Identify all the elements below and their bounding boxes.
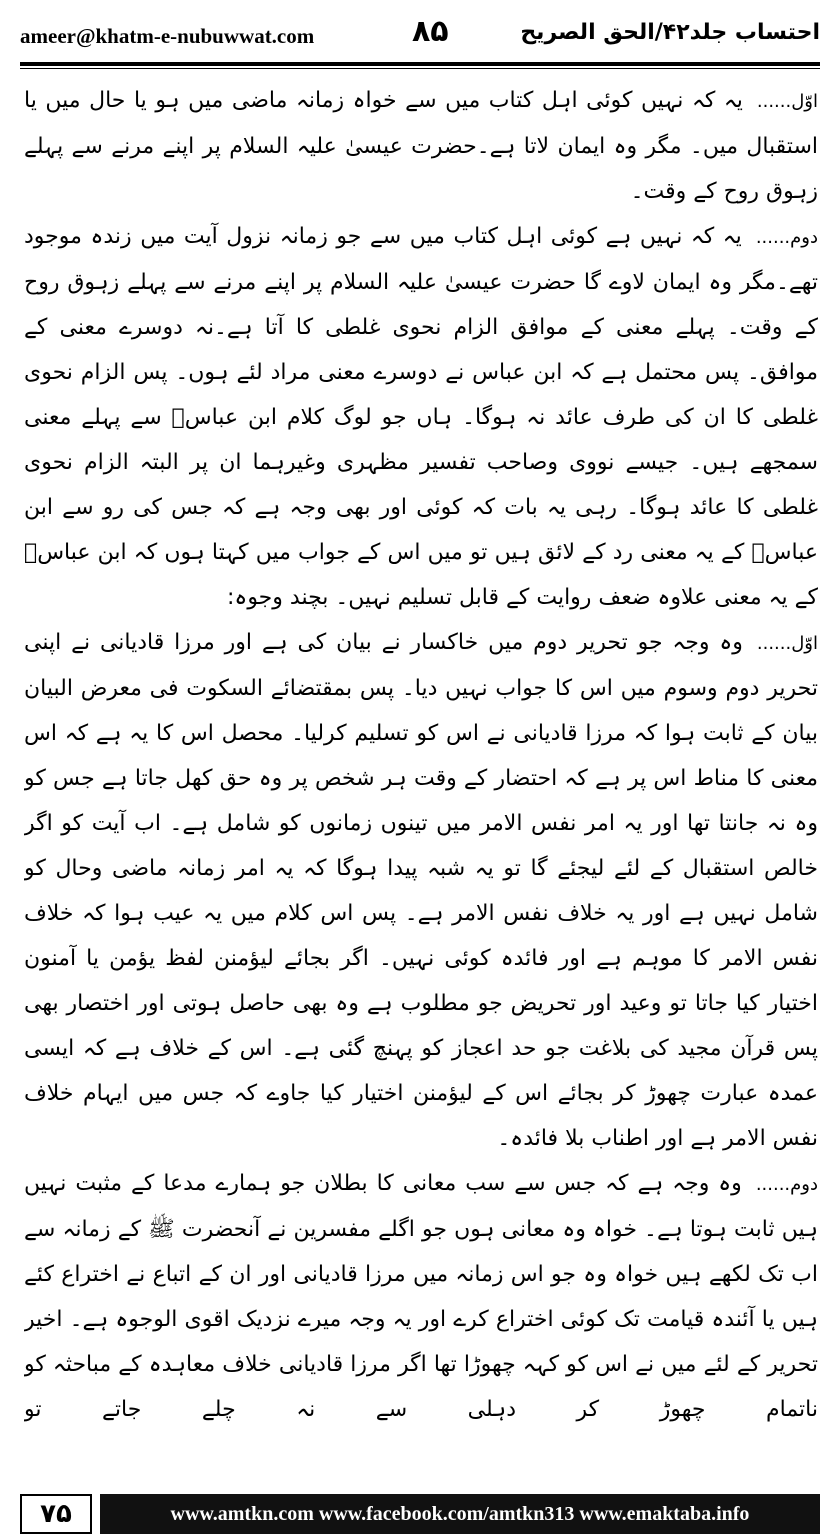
paragraph-2-text: یہ کہ نہیں ہے کوئی اہل کتاب میں سے جو زمانہ نزول آیت میں زندہ موجود تھے۔مگر وہ ایمان لاوے گا حضرت عیسیٰ علیہ السلام پر اپنے مرنے سے پہلے زہوق روح کے وقت۔ پہلے معنی کے موافق الزام نحوی غلطی کا آتا ہے۔نہ دوسرے معنی کے موافق۔ پس محتمل ہے کہ ابن عباس نے دوسرے معنی مراد لئے ہوں۔ پس الزام نحوی غلطی کا ان کی طرف عائد نہ ہوگا۔ ہاں جو لوگ کلام ابن عباسؓ سے پہلے معنی سمجھے ہیں۔ جیسے نووی وصاحب تفسیر مظہری وغیرہما ان پر البتہ الزام نحوی غلطی کا عائد ہوگا۔ رہی یہ بات کہ کوئی اور بھی وجہ ہے کہ جس کی رو سے ابن عباسؓ کے یہ معنی رد کے لائق ہیں تو میں اس کے جواب میں کہتا ہوں کہ ابن عباسؓ کے یہ معنی علاوہ ضعف روایت کے قابل تسلیم نہیں۔ بچند وجوہ: [24, 224, 818, 610]
paragraph-2 [24, 214, 818, 620]
page-header [20, 14, 820, 58]
header-page-number: ٨۵ [412, 14, 449, 49]
paragraph-4-label: دوم...... [755, 1174, 818, 1195]
paragraph-3 [24, 620, 818, 1161]
header-email: ameer@khatm-e-nubuwwat.com [20, 24, 315, 48]
footer-page-number: ۷۵ [20, 1494, 92, 1534]
paragraph-1-text: یہ کہ نہیں کوئی اہل کتاب میں سے خواہ زمانہ ماضی میں ہو یا حال میں یا استقبال میں۔ مگر وہ ایمان لاتا ہے۔حضرت عیسیٰ علیہ السلام پر اپنے مرنے سے پہلے زہوق روح کے وقت۔ [24, 88, 818, 204]
header-title: احتساب جلد۴۲/الحق الصریح [520, 20, 820, 45]
paragraph-3-label: اوّل...... [756, 633, 818, 654]
paragraph-1-label: اوّل...... [756, 91, 818, 112]
header-rule-thin [20, 68, 820, 69]
footer-links[interactable]: www.amtkn.com www.facebook.com/amtkn313 www.emaktaba.info [100, 1494, 820, 1534]
paragraph-4-text: وہ وجہ ہے کہ جس سے سب معانی کا بطلان جو ہمارے مدعا کے مثبت نہیں ہیں ثابت ہوتا ہے۔ خواہ وہ معانی ہوں جو اگلے مفسرین نے آنحضرت ﷺ کے زمانہ سے اب تک لکھے ہیں خواہ وہ جو اس زمانہ میں مرزا قادیانی اور ان کے اتباع نے اختراع کئے ہیں یا آئندہ قیامت تک کوئی اختراع کرے اور یہ وجہ میرے نزدیک اقوی الوجوہ ہے۔ اخیر تحریر کے لئے میں نے اس کو کہہ چھوڑا تھا اگر مرزا قادیانی خلاف معاہدہ کے مباحثہ کو ناتمام چھوڑ کر دہلی سے نہ چلے جاتے تو [24, 1171, 818, 1422]
page-body [24, 78, 818, 1468]
paragraph-3-text: وہ وجہ جو تحریر دوم میں خاکسار نے بیان کی ہے اور مرزا قادیانی نے اپنی تحریر دوم وسوم میں اس کا جواب نہیں دیا۔ پس بمقتضائے السکوت فی معرض البیان بیان کے ثابت ہوا کہ مرزا قادیانی نے اس کو تسلیم کرلیا۔ محصل اس کا یہ ہے کہ اس معنی کا مناط اس پر ہے کہ احتضار کے وقت ہر شخص پر وہ حق کھل جاتا ہے جس کو وہ نہ جانتا تھا اور یہ امر نفس الامر میں تینوں زمانوں کو شامل ہے۔ اب آیت کو اگر خالص استقبال کے لئے لیجئے گا تو یہ شبہ پیدا ہوگا کہ یہ امر زمانہ ماضی وحال کو شامل نہیں ہے اور یہ خلاف نفس الامر ہے۔ پس اس کلام میں یہ عیب ہوا کہ خلاف نفس الامر کا موہم ہے اور فائدہ کوئی نہیں۔ اگر بجائے لیؤمنن لفظ یؤمن یا آمنون اختیار کیا جاتا تو وعید اور تحریض جو مطلوب ہے وہ بھی حاصل ہوتی اور اختصار بھی پس قرآن مجید کی بلاغت جو حد اعجاز کو پہنچ گئی ہے۔ اس کے خلاف ہے کہ ایسی عمدہ عبارت چھوڑ کر بجائے اس کے لیؤمنن اختیار کیا جاوے کہ جس میں ایہام خلاف نفس الامر ہے اور اطناب بلا فائدہ۔ [24, 630, 818, 1151]
paragraph-1 [24, 78, 818, 214]
header-rule-thick [20, 62, 820, 66]
page-footer [20, 1494, 820, 1534]
paragraph-2-label: دوم...... [755, 227, 818, 248]
paragraph-4 [24, 1161, 818, 1432]
